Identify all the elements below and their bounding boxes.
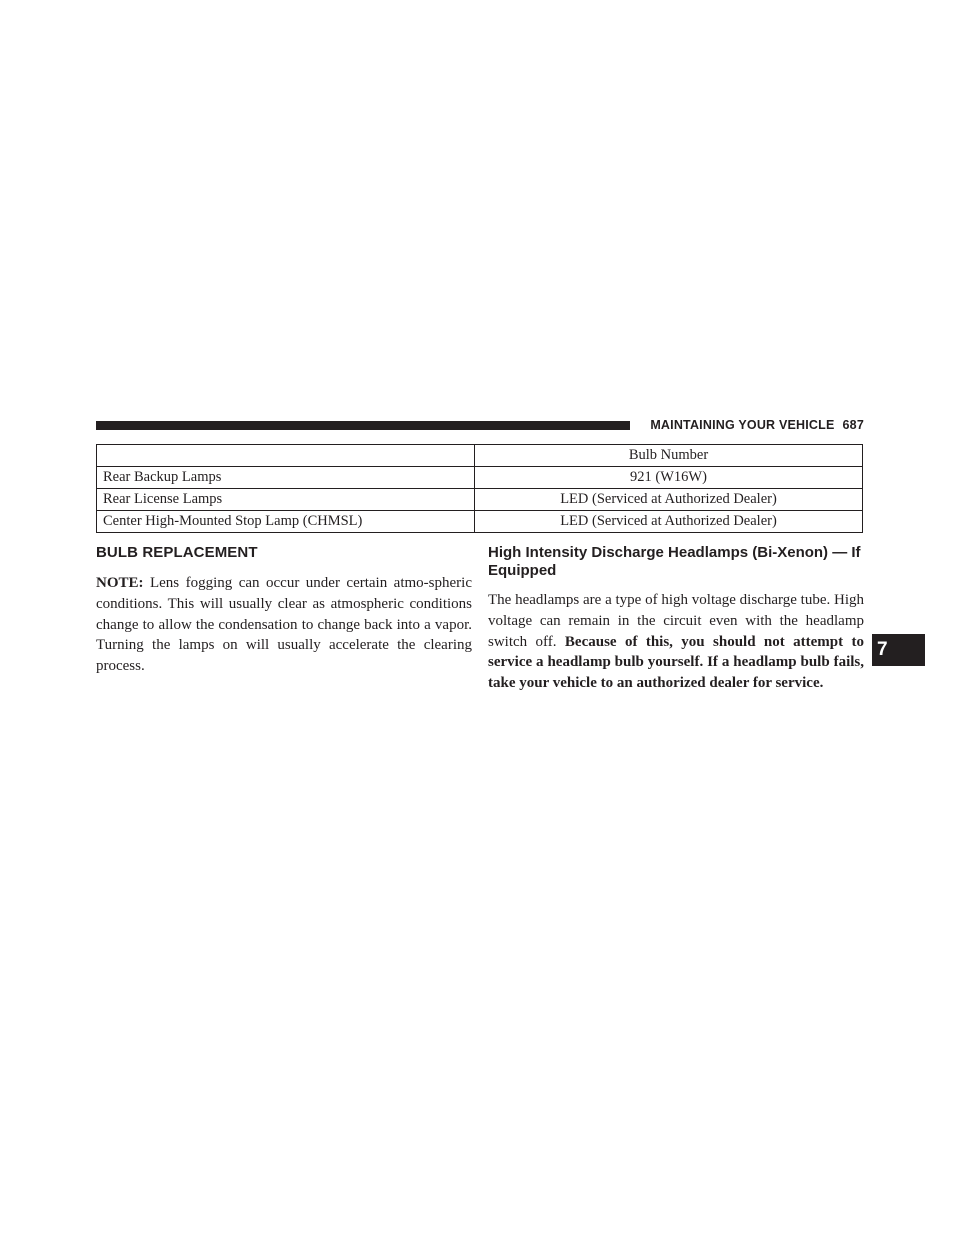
header-rule [96, 421, 630, 430]
left-column [96, 544, 472, 677]
subsection-heading: High Intensity Discharge Headlamps (Bi-Xenon) — If Equipped [488, 544, 861, 579]
table-header-row [97, 445, 863, 467]
table-cell-bulb: LED (Serviced at Authorized Dealer) [475, 489, 863, 511]
page-number: 687 [842, 418, 864, 432]
table-row [97, 489, 863, 511]
table-cell-bulb: 921 (W16W) [475, 467, 863, 489]
bulb-table [96, 444, 863, 533]
table-header-cell [97, 445, 475, 467]
table-cell-lamp: Rear License Lamps [97, 489, 475, 511]
header-section-title: MAINTAINING YOUR VEHICLE [650, 418, 835, 432]
note-text: Lens fogging can occur under certain atmo-spheric conditions. This will usually clear as atmospheric conditions change to allow the condensation to change back into a vapor. Turning the lamps on will usually accelerate the clearing process. [96, 575, 472, 675]
hid-text: The headlamps are a type of high voltage discharge tube. High voltage can remain in the circuit even with the headlamp switch off. [488, 592, 864, 650]
table-cell-bulb: LED (Serviced at Authorized Dealer) [475, 511, 863, 533]
table-row [97, 511, 863, 533]
note-paragraph [96, 573, 472, 677]
table-cell-lamp: Rear Backup Lamps [97, 467, 475, 489]
running-header [640, 418, 864, 432]
table-header-cell: Bulb Number [475, 445, 863, 467]
table-cell-lamp: Center High-Mounted Stop Lamp (CHMSL) [97, 511, 475, 533]
hid-paragraph [488, 590, 864, 694]
note-label: NOTE: [96, 575, 144, 591]
table-row [97, 467, 863, 489]
chapter-tab: 7 [872, 634, 925, 666]
right-column [488, 544, 864, 694]
hid-warning-text: Because of this, you should not attempt to service a headlamp bulb yourself. If a headlamp bulb fails, take your vehicle to an authorized dealer for service. [488, 633, 864, 692]
section-heading: BULB REPLACEMENT [96, 544, 258, 561]
